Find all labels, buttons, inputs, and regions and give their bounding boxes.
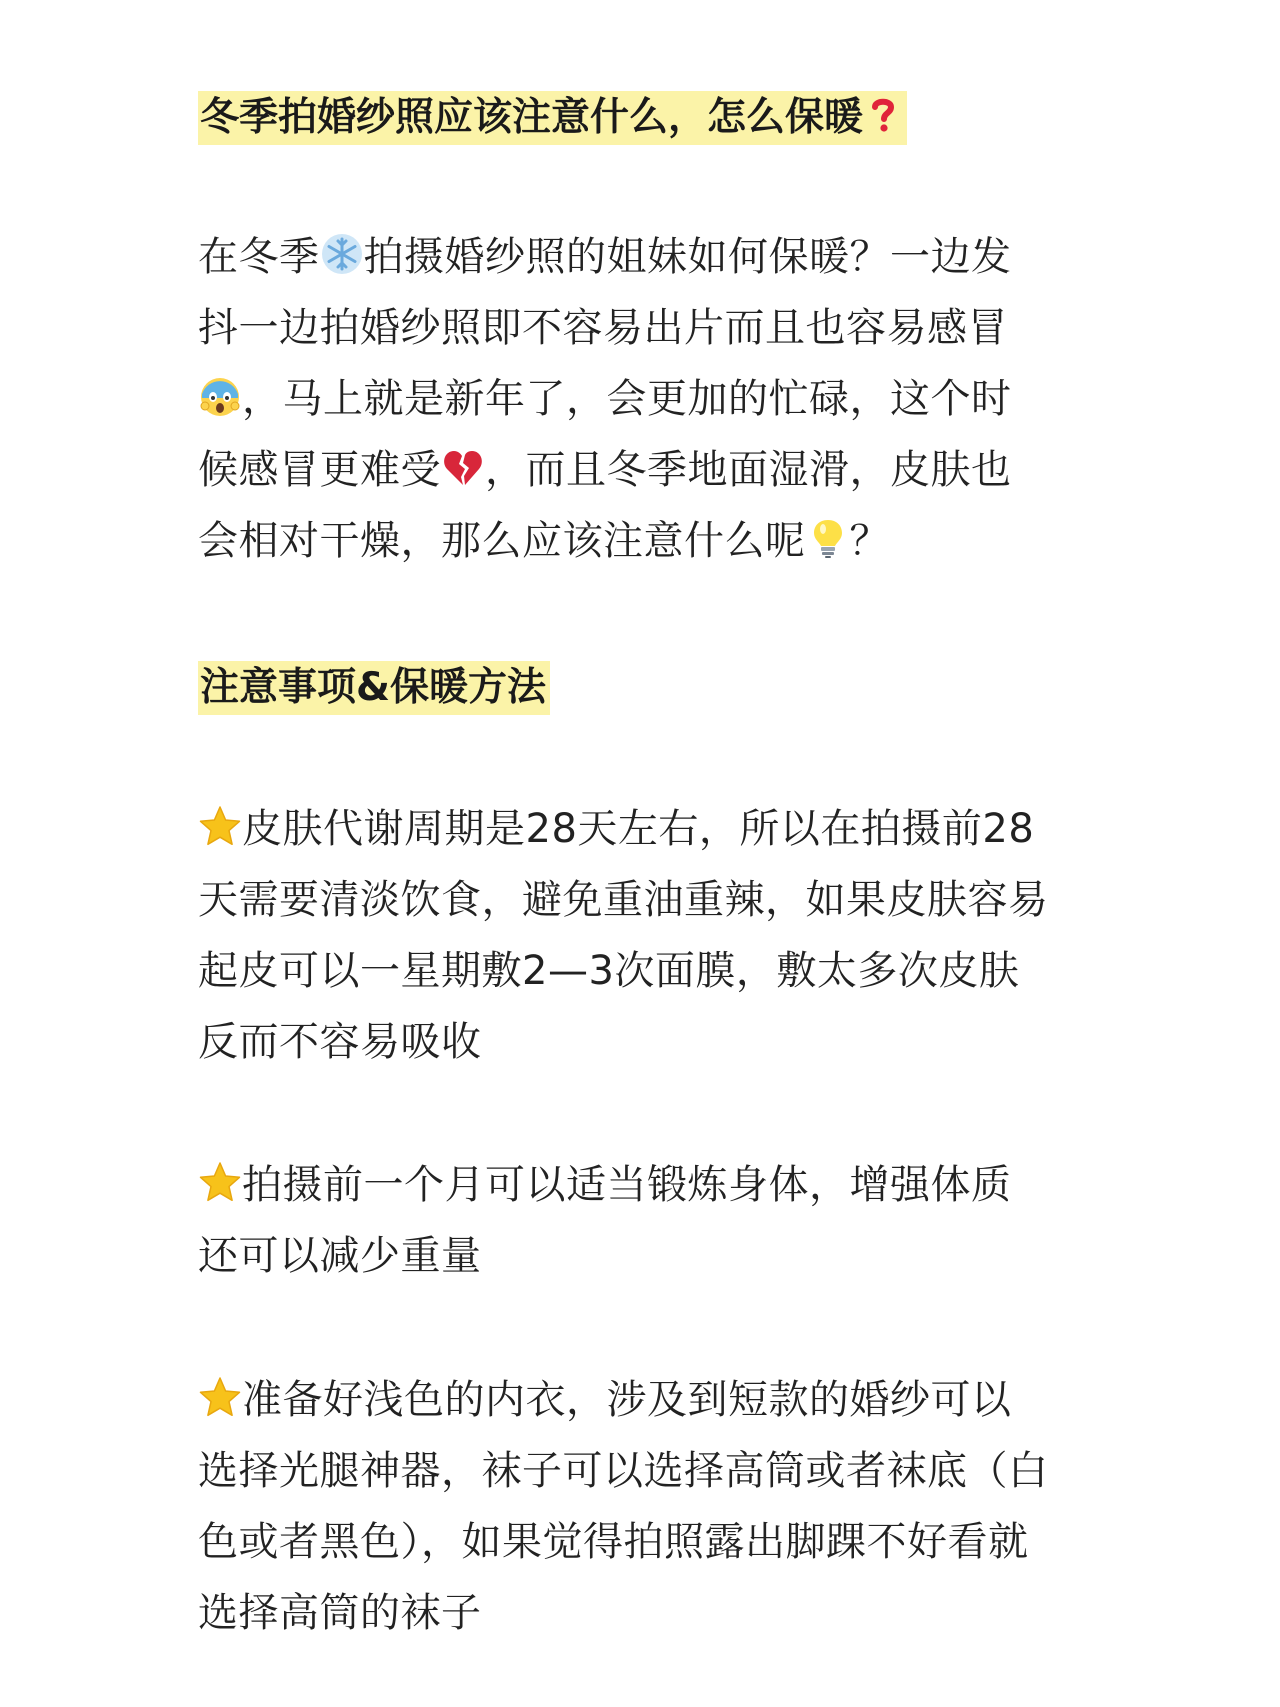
tip-1-line-4: 反而不容易吸收: [198, 1019, 482, 1065]
tip-2-line-1-text: 拍摄前一个月可以适当锻炼身体，增强体质: [242, 1162, 1012, 1208]
intro-line-3: [198, 364, 1098, 435]
section-heading: 注意事项&保暖方法: [198, 661, 550, 715]
intro-line-3-text: ，马上就是新年了，会更加的忙碌，这个时: [242, 376, 1012, 422]
tip-2-line-1: [198, 1150, 1098, 1221]
tip-3-line-1: [198, 1365, 1098, 1436]
tip-paragraph-2: [198, 1150, 1098, 1292]
star-icon: [198, 1160, 242, 1204]
tip-3-line-4: 选择高筒的袜子: [198, 1590, 482, 1636]
light-bulb-icon: [806, 516, 850, 560]
tip-3-line-2: 选择光腿神器，袜子可以选择高筒或者袜底（白: [198, 1448, 1049, 1494]
intro-line-5: [198, 506, 1098, 577]
intro-line-5-text-b: ？: [849, 518, 890, 564]
screaming-face-icon: [198, 374, 242, 418]
intro-line-1-text-b: 拍摄婚纱照的姐妹如何保暖？一边发: [363, 234, 1012, 280]
tip-paragraph-3: [198, 1365, 1098, 1649]
title-heading: [198, 91, 907, 145]
red-question-mark-icon: [863, 94, 903, 134]
snowflake-icon: [320, 232, 364, 276]
intro-line-4: [198, 435, 1098, 506]
star-icon: [198, 804, 242, 848]
intro-line-1-text-a: 在冬季: [198, 234, 320, 280]
intro-line-2: 抖一边拍婚纱照即不容易出片而且也容易感冒: [198, 305, 1008, 351]
intro-line-4-text-b: ，而且冬季地面湿滑，皮肤也: [485, 447, 1012, 493]
intro-line-4-text-a: 候感冒更难受: [198, 447, 441, 493]
tip-paragraph-1: [198, 794, 1098, 1078]
tip-1-line-1: [198, 794, 1098, 865]
tip-1-line-2: 天需要清淡饮食，避免重油重辣，如果皮肤容易: [198, 877, 1049, 923]
intro-line-5-text-a: 会相对干燥，那么应该注意什么呢: [198, 518, 806, 564]
title-heading-text: 冬季拍婚纱照应该注意什么，怎么保暖: [200, 95, 864, 140]
tip-2-line-2: 还可以减少重量: [198, 1233, 482, 1279]
intro-line-1: [198, 222, 1098, 293]
tip-3-line-1-text: 准备好浅色的内衣，涉及到短款的婚纱可以: [242, 1377, 1012, 1423]
tip-3-line-3: 色或者黑色），如果觉得拍照露出脚踝不好看就: [198, 1519, 1029, 1565]
broken-heart-icon: [441, 445, 485, 489]
tip-1-line-3: 起皮可以一星期敷2—3次面膜，敷太多次皮肤: [198, 948, 1020, 994]
intro-paragraph: [198, 222, 1098, 577]
star-icon: [198, 1375, 242, 1419]
tip-1-line-1-text: 皮肤代谢周期是28天左右，所以在拍摄前28: [242, 806, 1035, 852]
